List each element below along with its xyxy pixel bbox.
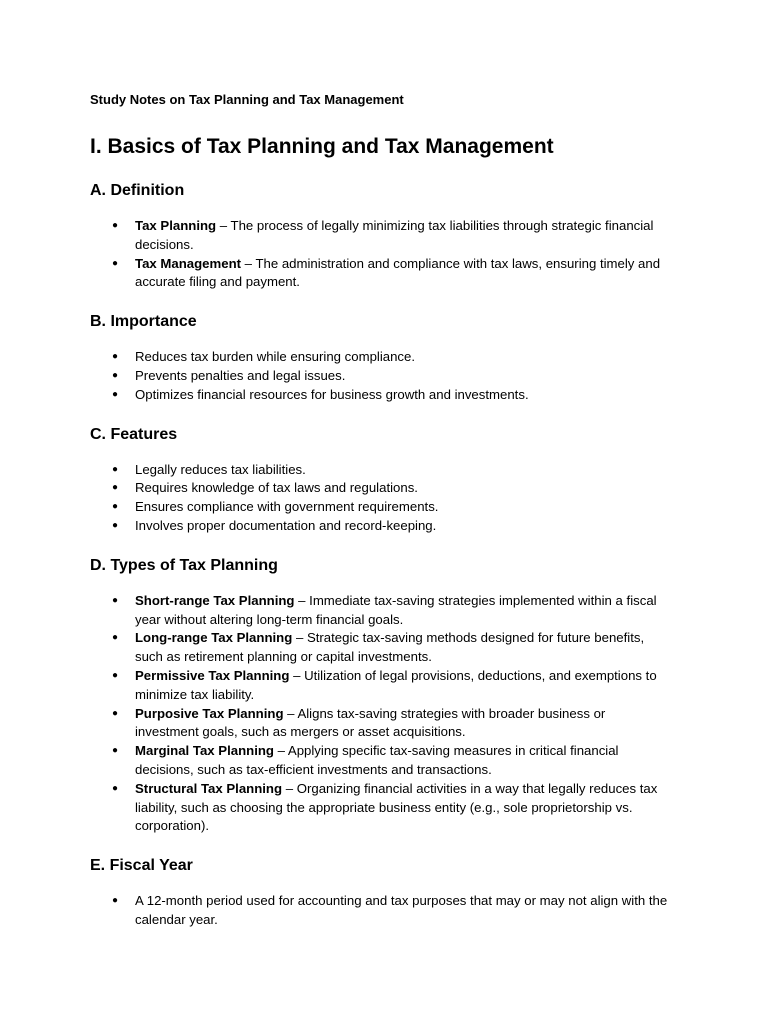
list-item [90, 367, 672, 386]
list-item-text: – Applying specific tax-saving measures in critical financial decisions, such as tax-efficient investments and transactions. [135, 743, 619, 777]
list-item-term: Tax Management [135, 255, 242, 271]
list-item [90, 742, 672, 780]
list-item [90, 386, 672, 405]
list-item [90, 517, 672, 536]
list-item [90, 892, 672, 930]
list-item [90, 705, 672, 743]
list-item-text: Requires knowledge of tax laws and regulations. [135, 480, 418, 496]
list-item [90, 461, 672, 480]
section-title: I. Basics of Tax Planning and Tax Management [90, 135, 554, 158]
list-item-text: – Aligns tax-saving strategies with broader business or investment goals, such as mergers or asset acquisitions. [135, 705, 606, 740]
bullet-list [90, 592, 672, 836]
subsection-heading: D. Types of Tax Planning [90, 556, 278, 574]
list-item [90, 629, 672, 667]
list-item [90, 780, 672, 836]
subsections-container [90, 181, 672, 930]
bullet-list [90, 461, 672, 536]
subsection-heading: E. Fiscal Year [90, 857, 193, 875]
list-item-term: Marginal Tax Planning [135, 743, 274, 759]
list-item-text: – Utilization of legal provisions, deductions, and exemptions to minimize tax liability. [135, 667, 657, 702]
list-item [90, 479, 672, 498]
list-item [90, 217, 672, 255]
list-item-text: Reduces tax burden while ensuring compliance. [135, 349, 416, 365]
list-item-text: – The process of legally minimizing tax liabilities through strategic financial decisions. [135, 218, 654, 252]
list-item-term: Permissive Tax Planning [135, 667, 290, 683]
doc-title: Study Notes on Tax Planning and Tax Management [90, 92, 404, 107]
list-item-text: – The administration and compliance with tax laws, ensuring timely and accurate filing and payment. [135, 255, 661, 290]
list-item-text: – Organizing financial activities in a way that legally reduces tax liability, such as choosing the appropriate business entity (e.g., sole proprietorship vs. corporation). [135, 780, 658, 834]
list-item [90, 498, 672, 517]
list-item-term: Structural Tax Planning [135, 780, 283, 796]
list-item-term: Tax Planning [135, 218, 217, 233]
list-item-text: – Immediate tax-saving strategies implemented within a fiscal year without altering long-term financial goals. [135, 592, 657, 627]
list-item-text: A 12-month period used for accounting and tax purposes that may or may not align with the calendar year. [135, 893, 668, 927]
list-item-text: – Strategic tax-saving methods designed for future benefits, such as retirement planning or capital investments. [135, 630, 645, 665]
bullet-list [90, 892, 672, 930]
list-item-term: Long-range Tax Planning [135, 630, 293, 646]
subsection-heading: B. Importance [90, 313, 197, 331]
subsection-heading: C. Features [90, 425, 178, 443]
list-item-text: Involves proper documentation and record-keeping. [135, 517, 437, 533]
list-item-text: Legally reduces tax liabilities. [135, 461, 306, 477]
bullet-list [90, 217, 672, 292]
list-item-term: Purposive Tax Planning [135, 705, 284, 721]
list-item [90, 667, 672, 705]
list-item-text: Optimizes financial resources for business growth and investments. [135, 386, 529, 402]
bullet-list [90, 348, 672, 404]
list-item [90, 348, 672, 367]
subsection-heading: A. Definition [90, 182, 185, 199]
list-item [90, 255, 672, 293]
list-item [90, 592, 672, 630]
list-item-term: Short-range Tax Planning [135, 592, 295, 608]
list-item-text: Ensures compliance with government requirements. [135, 499, 439, 515]
list-item-text: Prevents penalties and legal issues. [135, 367, 346, 383]
